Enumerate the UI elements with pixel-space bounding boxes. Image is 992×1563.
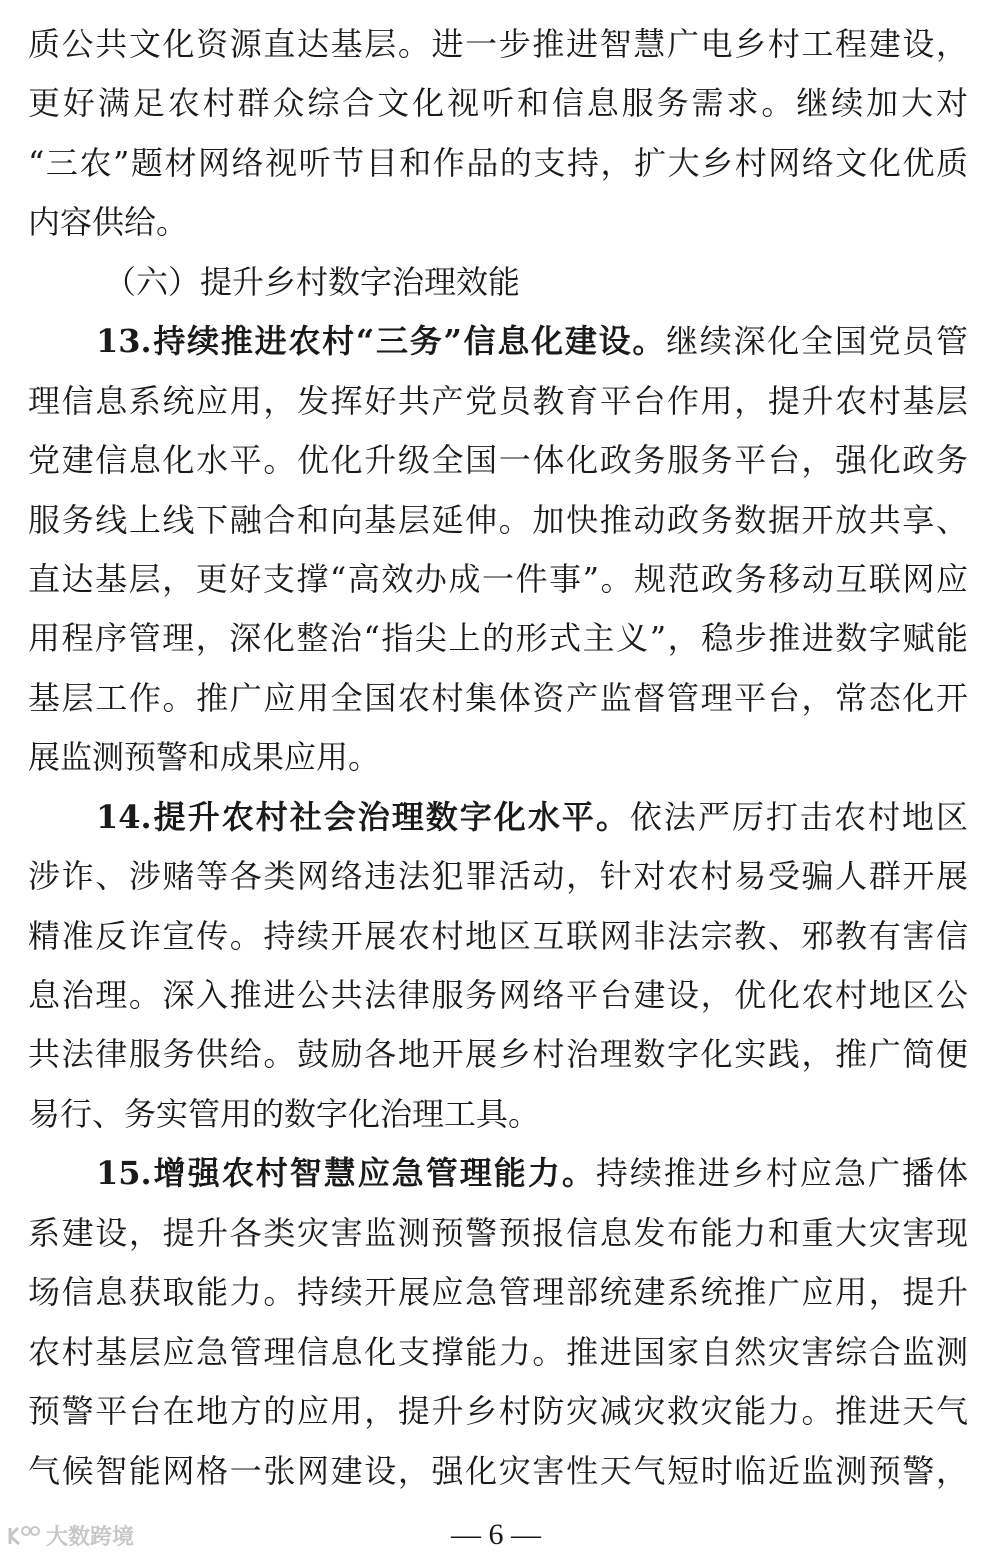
text-line: 质公共文化资源直达基层。进一步推进智慧广电乡村工程建设， bbox=[28, 25, 968, 63]
text-line: 基层工作。推广应用全国农村集体资产监督管理平台，常态化开 bbox=[28, 678, 968, 717]
text-line: 气候智能网格一张网建设，强化灾害性天气短时临近监测预警， bbox=[28, 1451, 968, 1490]
document-body bbox=[28, 15, 968, 1501]
item-14-title: 14.提升农村社会治理数字化水平。 bbox=[96, 797, 630, 836]
text-line: 系建设，提升各类灾害监测预警预报信息发布能力和重大灾害现 bbox=[28, 1213, 968, 1252]
section-heading: （六）提升乡村数字治理效能 bbox=[104, 262, 521, 301]
text-line: 易行、务实管用的数字化治理工具。 bbox=[28, 1094, 541, 1133]
text-line: 党建信息化水平。优化升级全国一体化政务服务平台，强化政务 bbox=[28, 441, 968, 480]
item-13-text: 继续深化全国党员管 bbox=[666, 322, 968, 361]
text-line: 息治理。深入推进公共法律服务网络平台建设，优化农村地区公 bbox=[28, 976, 968, 1014]
text-line: 共法律服务供给。鼓励各地开展乡村治理数字化实践，推广简便 bbox=[28, 1035, 968, 1074]
watermark-text: 大数跨境 bbox=[46, 1525, 135, 1550]
text-line: 更好满足农村群众综合文化视听和信息服务需求。继续加大对 bbox=[28, 84, 968, 123]
item-14-text: 依法严厉打击农村地区 bbox=[629, 797, 968, 836]
text-line: 展监测预警和成果应用。 bbox=[28, 738, 381, 777]
text-line: 预警平台在地方的应用，提升乡村防灾减灾救灾能力。推进天气 bbox=[28, 1392, 968, 1431]
text-line: 用程序管理，深化整治“指尖上的形式主义”，稳步推进数字赋能 bbox=[28, 619, 968, 658]
text-line: 理信息系统应用，发挥好共产党员教育平台作用，提升农村基层 bbox=[28, 381, 968, 420]
page-footer bbox=[0, 1512, 992, 1558]
item-14-first-line bbox=[28, 788, 968, 847]
text-line: 涉诈、涉赌等各类网络违法犯罪活动，针对农村易受骗人群开展 bbox=[28, 857, 968, 896]
item-13-first-line bbox=[28, 312, 968, 371]
item-15-first-line bbox=[28, 1144, 968, 1203]
page-number: — 6 — bbox=[451, 1518, 541, 1551]
text-line: 内容供给。 bbox=[28, 203, 189, 242]
text-line: 农村基层应急管理信息化支撑能力。推进国家自然灾害综合监测 bbox=[28, 1332, 968, 1371]
text-line: “三农”题材网络视听节目和作品的支持，扩大乡村网络文化优质 bbox=[28, 143, 968, 182]
text-line: 精准反诈宣传。持续开展农村地区互联网非法宗教、邪教有害信 bbox=[28, 916, 968, 955]
item-15-title: 15.增强农村智慧应急管理能力。 bbox=[96, 1154, 596, 1193]
item-15-text: 持续推进乡村应急广播体 bbox=[595, 1154, 968, 1193]
text-line: 直达基层，更好支撑“高效办成一件事”。规范政务移动互联网应 bbox=[28, 559, 968, 598]
text-line: 场信息获取能力。持续开展应急管理部统建系统推广应用，提升 bbox=[28, 1273, 968, 1312]
item-13-title: 13.持续推进农村“三务”信息化建设。 bbox=[96, 322, 667, 361]
text-line: 服务线上线下融合和向基层延伸。加快推动政务数据开放共享、 bbox=[28, 500, 968, 539]
